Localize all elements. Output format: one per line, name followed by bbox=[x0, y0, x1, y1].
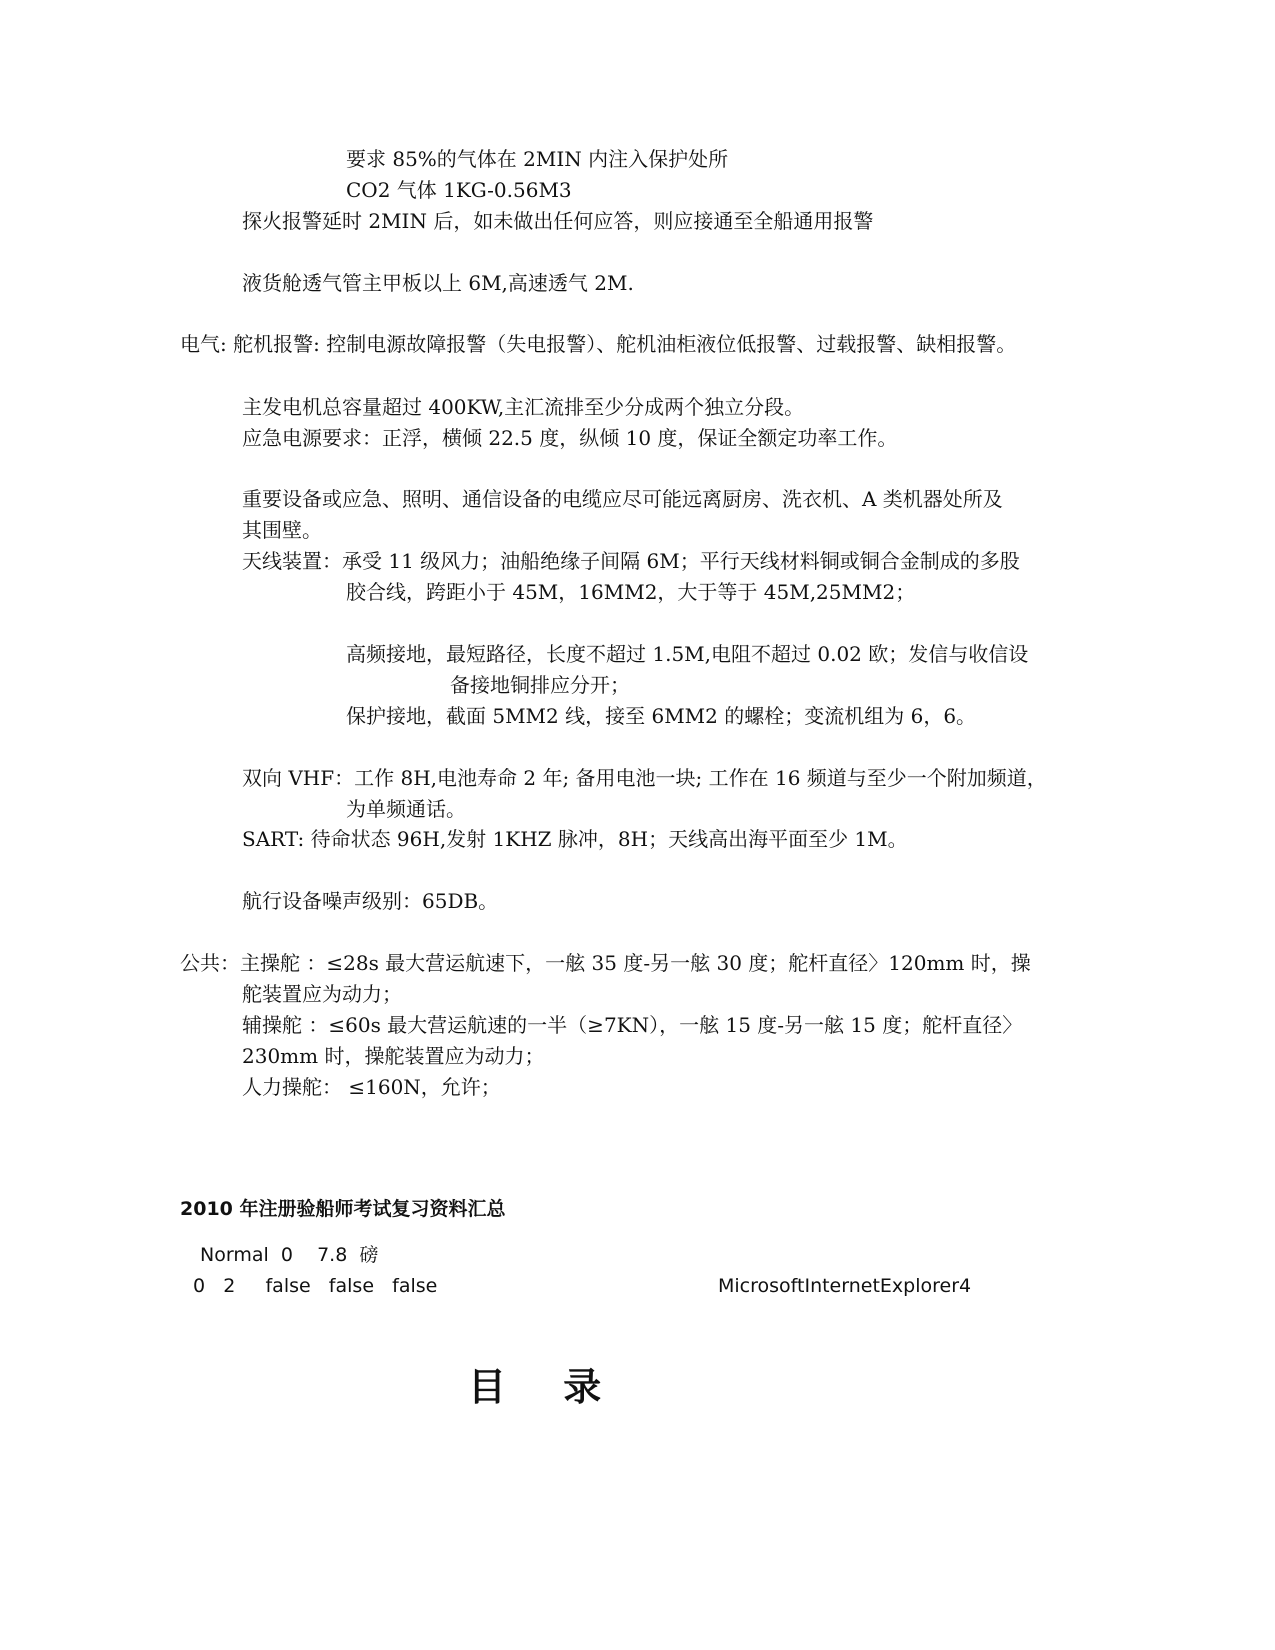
text-line: 胶合线，跨距小于 45M，16MM2，大于等于 45M,25MM2； bbox=[346, 580, 916, 604]
text-line: 备接地铜排应分开； bbox=[450, 673, 630, 697]
text-line: 要求 85%的气体在 2MIN 内注入保护处所 bbox=[346, 147, 729, 171]
style-metadata-browser: MicrosoftInternetExplorer4 bbox=[718, 1275, 972, 1297]
text-line: 为单频通话。 bbox=[346, 797, 466, 821]
text-line: 应急电源要求：正浮，横倾 22.5 度，纵倾 10 度，保证全额定功率工作。 bbox=[242, 426, 898, 450]
text-line: 航行设备噪声级别：65DB。 bbox=[242, 889, 499, 913]
text-line: SART: 待命状态 96H,发射 1KHZ 脉冲，8H；天线高出海平面至少 1M。 bbox=[242, 827, 908, 851]
text-line: 探火报警延时 2MIN 后，如未做出任何应答，则应接通至全船通用报警 bbox=[242, 209, 874, 233]
text-line: 液货舱透气管主甲板以上 6M,高速透气 2M. bbox=[242, 271, 634, 295]
text-line: 天线装置：承受 11 级风力；油船绝缘子间隔 6M；平行天线材料铜或铜合金制成的多股 bbox=[242, 549, 1020, 573]
text-line: CO2 气体 1KG-0.56M3 bbox=[346, 178, 572, 202]
style-metadata-line: Normal 0 7.8 磅 bbox=[200, 1244, 379, 1266]
toc-title: 目 录 bbox=[468, 1365, 624, 1409]
text-line: 高频接地，最短路径，长度不超过 1.5M,电阻不超过 0.02 欧；发信与收信设 bbox=[346, 642, 1029, 666]
text-line: 辅操舵 ：≤60s 最大营运航速的一半（≥7KN），一舷 15 度-另一舷 15 度；舵杆直径〉 bbox=[242, 1013, 1023, 1037]
text-line: 人力操舵： ≤160N，允许； bbox=[242, 1075, 501, 1099]
text-line: 保护接地，截面 5MM2 线，接至 6MM2 的螺栓；变流机组为 6，6。 bbox=[346, 704, 977, 728]
style-metadata-flags: 0 2 false false false bbox=[193, 1275, 438, 1297]
text-line: 主发电机总容量超过 400KW,主汇流排至少分成两个独立分段。 bbox=[242, 395, 805, 419]
text-line: 230mm 时，操舵装置应为动力； bbox=[242, 1044, 545, 1068]
text-line: 重要设备或应急、照明、通信设备的电缆应尽可能远离厨房、洗衣机、A 类机器处所及 bbox=[242, 487, 1003, 511]
text-line: 双向 VHF：工作 8H,电池寿命 2 年; 备用电池一块; 工作在 16 频道与至少一个附加频道， bbox=[242, 766, 1047, 790]
text-line: 舵装置应为动力； bbox=[242, 982, 402, 1006]
text-line: 电气: 舵机报警: 控制电源故障报警（失电报警）、舵机油柜液位低报警、过载报警、缺相报警。 bbox=[180, 332, 1017, 356]
text-line: 公共：主操舵 ：≤28s 最大营运航速下，一舷 35 度-另一舷 30 度；舵杆直径〉120mm 时，操 bbox=[180, 951, 1031, 975]
text-line: 其围壁。 bbox=[242, 518, 322, 542]
section-heading: 2010 年注册验船师考试复习资料汇总 bbox=[180, 1198, 506, 1220]
